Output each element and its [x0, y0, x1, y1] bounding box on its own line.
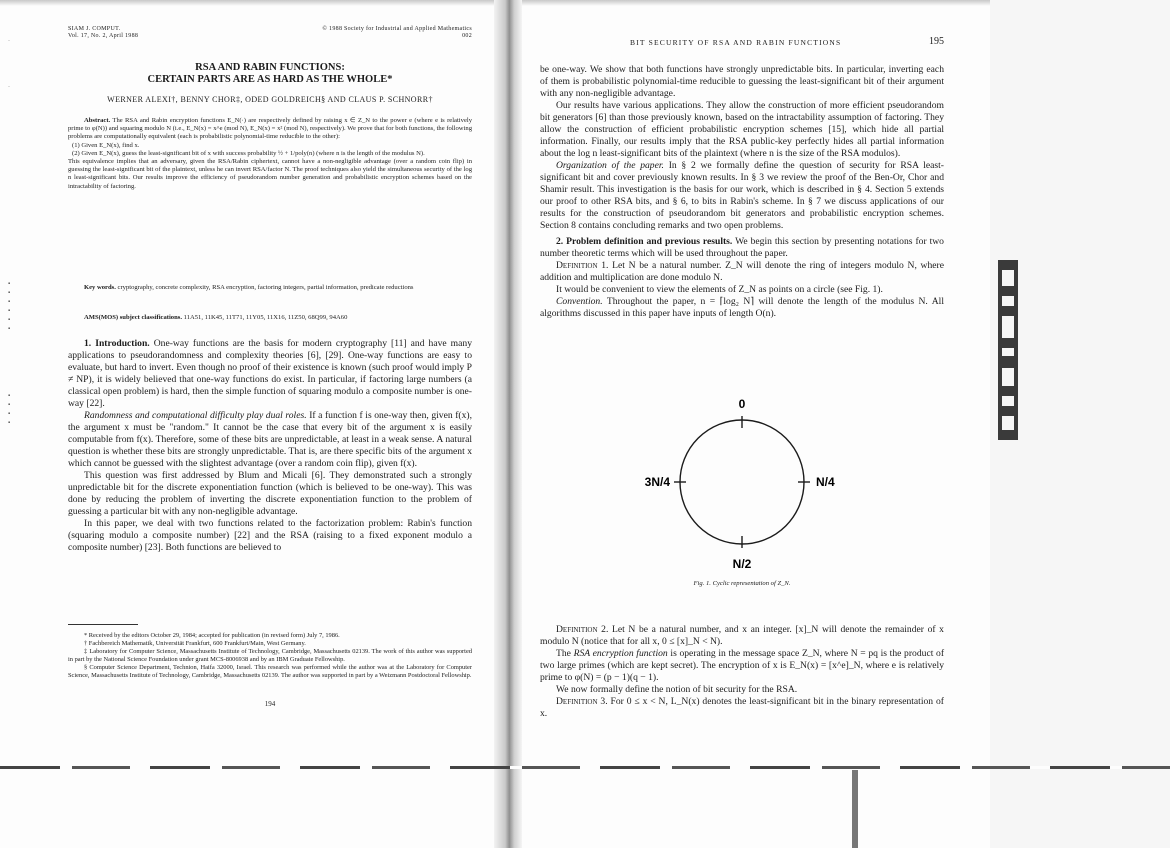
- figure-1: [540, 392, 944, 592]
- definition-1-label: Definition 1.: [556, 260, 609, 271]
- title-line-2: CERTAIN PARTS ARE AS HARD AS THE WHOLE*: [147, 74, 393, 85]
- section-2-heading: 2. Problem definition and previous results.: [556, 236, 733, 247]
- section-2-text: We begin this section by presenting notations for two number theoretic terms which will be used throughout the paper.: [540, 236, 944, 259]
- intro-paragraph-2: If a function f is one-way then, given f(x), the argument x must be "random." It cannot be the case that every bit of the argument x is easily computable from f(x). Therefore, some of these bits are unpredictable, at least in a weak sense. A natural question is whether these bits are strongly unpredictable. That is, are there specific bits of the argument x which cannot be guessed with the slightest advantage (over a random coin flip), given f(x).: [68, 410, 472, 469]
- label-n-over-2: N/2: [732, 557, 752, 571]
- abstract: [68, 117, 472, 191]
- margin-mark: ·: [8, 38, 10, 44]
- bottom-edge-line: [0, 766, 1170, 769]
- margin-mark: ▪ ▪ ▪ ▪ ▪ ▪: [8, 281, 11, 332]
- title-line-1: RSA AND RABIN FUNCTIONS:: [195, 62, 345, 73]
- introduction-body: [68, 338, 472, 554]
- convention-text: Throughout the paper, n = ⌈log₂ N⌉ will denote the length of the modulus N. All algorithms discussed in this paper have inputs of length O(n).: [540, 296, 944, 319]
- ams-text: 11A51, 11K45, 11T71, 11Y05, 11X16, 11Z50, 68Q99, 94A60: [183, 314, 348, 321]
- book-gutter: [494, 0, 522, 848]
- abstract-text-2: This equivalence implies that an adversary, given the RSA/Rabin ciphertext, cannot have a non-negligible advantage (over a random coin flip) in guessing the least-significant bit of the plaintext, unless he can invert RSA/factor N. The proof techniques also yield the simultaneous security of the log n least-significant bits. Our results improve the efficiency of pseudorandom number generation and probabilistic encryption schemes based on the intractability of factoring.: [68, 158, 472, 190]
- definition-3-text: For 0 ≤ x < N, L_N(x) denotes the least-significant bit in the binary representation of x.: [540, 696, 944, 719]
- label-3n-over-4: 3N/4: [644, 475, 670, 489]
- footnote-rule: [68, 624, 138, 625]
- organization-lead: Organization of the paper.: [556, 160, 664, 171]
- right-paragraph-bit-security: We now formally define the notion of bit security for the RSA.: [556, 684, 798, 695]
- paper-title: [68, 62, 472, 86]
- author-list: WERNER ALEXI†, BENNY CHOR‡, ODED GOLDREICH§ AND CLAUS P. SCHNORR†: [107, 95, 433, 104]
- definition-1-text: Let N be a natural number. Z_N will denote the ring of integers modulo N, where addition and multiplication are done modulo N.: [540, 260, 944, 283]
- intro-paragraph-4: In this paper, we deal with two functions related to the factorization problem: Rabin's function (squaring modulo a composite number) [22] and the RSA (raising to a fixed exponent modulo a composite number) [23]. Both functions are believed to: [68, 518, 472, 553]
- definition-2-text: Let N be a natural number, and x an integer. [x]_N will denote the remainder of x modulo N (notice that for all x, 0 ≤ [x]_N < N).: [540, 624, 944, 647]
- bottom-stub: [852, 770, 858, 848]
- running-head-title: BIT SECURITY OF RSA AND RABIN FUNCTIONS: [630, 38, 842, 47]
- ams-classification: [68, 314, 472, 321]
- abstract-label: Abstract.: [84, 117, 111, 124]
- intro-p2-lead: Randomness and computational difficulty play dual roles.: [84, 410, 307, 421]
- page-number-right: 195: [929, 36, 944, 47]
- right-paragraph-circle: It would be convenient to view the elements of Z_N as points on a circle (see Fig. 1).: [556, 284, 883, 295]
- intro-paragraph-1: One-way functions are the basis for modern cryptography [11] and have many applications to pseudorandomness and complexity theories [6], [29]. One-way functions are easy to evaluate, but hard to invert. Even though no proof of their existence is known (such proof would imply P ≠ NP), it is widely believed that one-way functions do exist. In particular, if factoring large numbers (a classical open problem) is hard, then the simple function of squaring modulo a composite number is one-way [22].: [68, 338, 472, 409]
- margin-mark: ·: [8, 84, 10, 90]
- footnotes: [68, 632, 472, 680]
- keywords-text: cryptography, concrete complexity, RSA encryption, factoring integers, partial information, predicate reductions: [117, 284, 414, 291]
- abstract-item-2: (2) Given E_N(x), guess the least-significant bit of x with success probability ½ + 1/poly(n) (where n is the length of the modulus N).: [72, 149, 425, 157]
- copyright-line: © 1988 Society for Industrial and Applied Mathematics: [322, 26, 472, 32]
- ams-label: AMS(MOS) subject classifications.: [84, 314, 182, 321]
- keywords: [68, 284, 472, 292]
- footnote-3: ‡ Laboratory for Computer Science, Massachusetts Institute of Technology, Cambridge, Massachusetts 02139. The work of this author was supported in part by the National Science Foundation under grant MCS-8006938 and by an IBM Graduate Fellowship.: [68, 648, 472, 663]
- right-body-top: [540, 64, 944, 320]
- keywords-label: Key words.: [84, 284, 116, 291]
- rsa-emphasis: RSA encryption function: [573, 648, 668, 659]
- definition-3-label: Definition 3.: [556, 696, 608, 707]
- right-paragraph-1: be one-way. We show that both functions have strongly unpredictable bits. In particular, inverting each of them is probabilistic polynomial-time reducible to guessing the least-significant bit of their argument with any non-negligible advantage.: [540, 64, 944, 99]
- cyclic-circle-diagram: [540, 392, 944, 582]
- right-body-bottom: [540, 624, 944, 720]
- library-stamp: [994, 260, 1024, 440]
- definition-2-label: Definition 2.: [556, 624, 609, 635]
- journal-name: SIAM J. COMPUT.: [68, 26, 121, 32]
- rsa-lead: The: [556, 648, 571, 659]
- intro-paragraph-3: This question was first addressed by Blum and Micali [6]. They demonstrated such a strongly unpredictable bit for the discrete exponentiation function (which is believed to be one-way). This was done by reducing the problem of inverting the discrete exponentiation function to the problem of guessing a particular bit with any non-negligible advantage.: [68, 470, 472, 517]
- label-n-over-4: N/4: [816, 475, 835, 489]
- copyright-number: 002: [462, 33, 472, 39]
- footnote-2: † Fachbereich Mathematik, Universität Frankfurt, 600 Frankfurt/Main, West Germany.: [84, 640, 306, 647]
- organization-text: In § 2 we formally define the question of security for RSA least-significant bit and cover previously known results. In § 3 we review the proof of the Ben-Or, Chor and Shamir result. This investigation is the basis for our work, which is described in § 4. Section 5 extends our proof to other RSA bits, and § 6, to bits in Rabin's scheme. In § 7 we discuss applications of our results for the construction of pseudorandom bit generators and probabilistic encryption schemes. Section 8 contains concluding remarks and two open problems.: [540, 160, 944, 231]
- footnote-4: § Computer Science Department, Technion, Haifa 32000, Israel. This research was performed while the author was at the Laboratory for Computer Science, Massachusetts Institute of Technology, Cambridge, Massachusetts 02139. The author was supported in part by a Weizmann Postdoctoral Fellowship.: [68, 664, 472, 679]
- copyright-header: [322, 26, 472, 40]
- right-paragraph-2: Our results have various applications. They allow the construction of more efficient pseudorandom bit generators [6] than those previously known, based on the intractability assumption of factoring. They allow the construction of efficient probabilistic encryption schemes [15], which hide all partial information. Finally, our results imply that the RSA public-key perfectly hides all partial information about the log n least-significant bits of the plaintext (where n is the size of the RSA modulos).: [540, 100, 944, 159]
- abstract-text: The RSA and Rabin encryption functions E_N(·) are respectively defined by raising x ∈ Z_N to the power e (where e is relatively prime to φ(N)) and squaring modulo N (i.e., E_N(x) = x^e (mod N), E_N(x) = x² (mod N), respectively). We prove that for both functions, the following problems are computationally equivalent (each is probabilistic polynomial-time reducible to the other):: [68, 117, 472, 141]
- ring-circle: [680, 420, 804, 544]
- page-number-left: 194: [264, 700, 276, 708]
- journal-volume: Vol. 17, No. 2, April 1988: [68, 33, 139, 39]
- convention-lead: Convention.: [556, 296, 603, 307]
- journal-header: [68, 26, 138, 40]
- label-zero: 0: [738, 397, 746, 411]
- margin-mark: ▪ ▪ ▪ ▪: [8, 393, 11, 426]
- rsa-text: is operating in the message space Z_N, where N = pq is the product of two large primes (which are kept secret). The encryption of x is E_N(x) = [x^e]_N, where e is relatively prime to φ(N) = (p − 1)(q − 1).: [540, 648, 945, 683]
- footnote-1: * Received by the editors October 29, 1984; accepted for publication (in revised form) July 7, 1986.: [84, 632, 340, 639]
- figure-caption: Fig. 1. Cyclic representation of Z_N.: [693, 580, 791, 587]
- abstract-item-1: (1) Given E_N(x), find x.: [72, 141, 140, 149]
- intro-heading: 1. Introduction.: [84, 338, 150, 349]
